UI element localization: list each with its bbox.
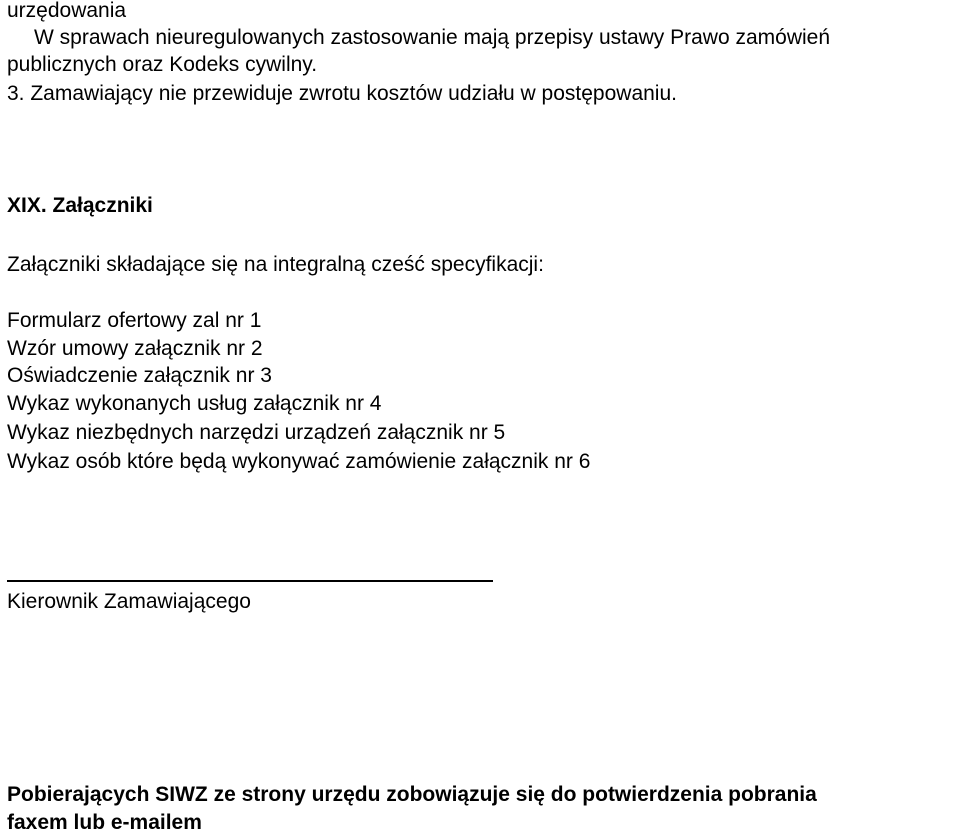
- attachment-item: Oświadczenie załącznik nr 3: [7, 364, 272, 387]
- section-heading: XIX. Załączniki: [7, 194, 153, 217]
- attachment-item: Wykaz wykonanych usług załącznik nr 4: [7, 392, 382, 415]
- intro-line-4: 3. Zamawiający nie przewiduje zwrotu kosztów udziału w postępowaniu.: [7, 82, 677, 105]
- signature-line: [7, 580, 493, 582]
- intro-line-3: publicznych oraz Kodeks cywilny.: [7, 53, 318, 76]
- intro-line-1: urzędowania: [7, 0, 127, 22]
- footer-line-2: faxem lub e-mailem: [7, 811, 202, 834]
- signature-label: Kierownik Zamawiającego: [7, 590, 251, 613]
- intro-line-2: W sprawach nieuregulowanych zastosowanie mają przepisy ustawy Prawo zamówień: [34, 26, 831, 49]
- attachment-item: Wykaz osób które będą wykonywać zamówienie załącznik nr 6: [7, 450, 591, 473]
- footer-line-1: Pobierających SIWZ ze strony urzędu zobowiązuje się do potwierdzenia pobrania: [7, 783, 817, 806]
- attachment-item: Formularz ofertowy zal nr 1: [7, 309, 262, 332]
- attachment-item: Wykaz niezbędnych narzędzi urządzeń załącznik nr 5: [7, 421, 506, 444]
- section-lead: Załączniki składające się na integralną cześć specyfikacji:: [7, 253, 544, 276]
- attachment-item: Wzór umowy załącznik nr 2: [7, 337, 263, 360]
